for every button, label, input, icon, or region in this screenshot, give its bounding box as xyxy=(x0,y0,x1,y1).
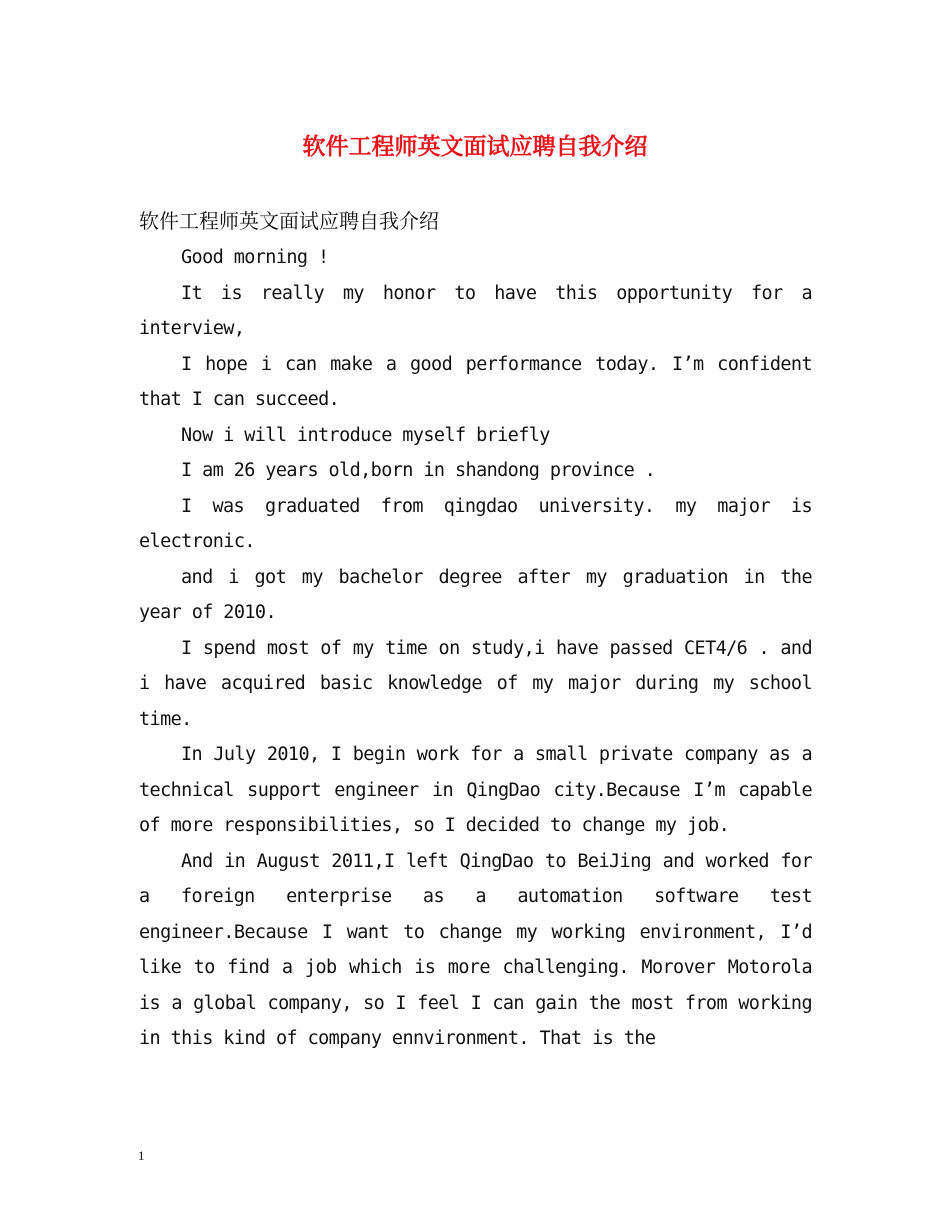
paragraph: I hope i can make a good performance today. I’m confident that I can succeed. xyxy=(139,353,812,410)
document-title: 软件工程师英文面试应聘自我介绍 xyxy=(302,133,648,160)
document-body xyxy=(139,240,812,1057)
paragraph: I am 26 years old,born in shandong province . xyxy=(181,460,656,481)
paragraph: I was graduated from qingdao university. my major is electronic. xyxy=(139,495,812,552)
page-number: 1 xyxy=(138,1148,145,1163)
paragraph: It is really my honor to have this opportunity for a interview, xyxy=(139,282,812,339)
paragraph: Now i will introduce myself briefly xyxy=(181,424,550,446)
paragraph: and i got my bachelor degree after my graduation in the year of 2010. xyxy=(139,566,812,623)
document-subtitle: 软件工程师英文面试应聘自我介绍 xyxy=(139,209,439,233)
paragraph: I spend most of my time on study,i have passed CET4/6 . and i have acquired basic knowledge of my major during my school time. xyxy=(139,637,812,730)
paragraph: In July 2010, I begin work for a small private company as a technical support engineer in QingDao city.Because I’m capable of more responsibilities, so I decided to change my job. xyxy=(139,744,812,836)
paragraph: Good morning ! xyxy=(181,247,329,268)
paragraph: And in August 2011,I left QingDao to BeiJing and worked for a foreign enterprise as a automation software test engineer.Because I want to change my working environment, I’d like to find a job which is more challenging. Morover Motorola is a global company, so I feel I can gain the most from working in this kind of company ennvironment. That is the xyxy=(139,850,812,1049)
